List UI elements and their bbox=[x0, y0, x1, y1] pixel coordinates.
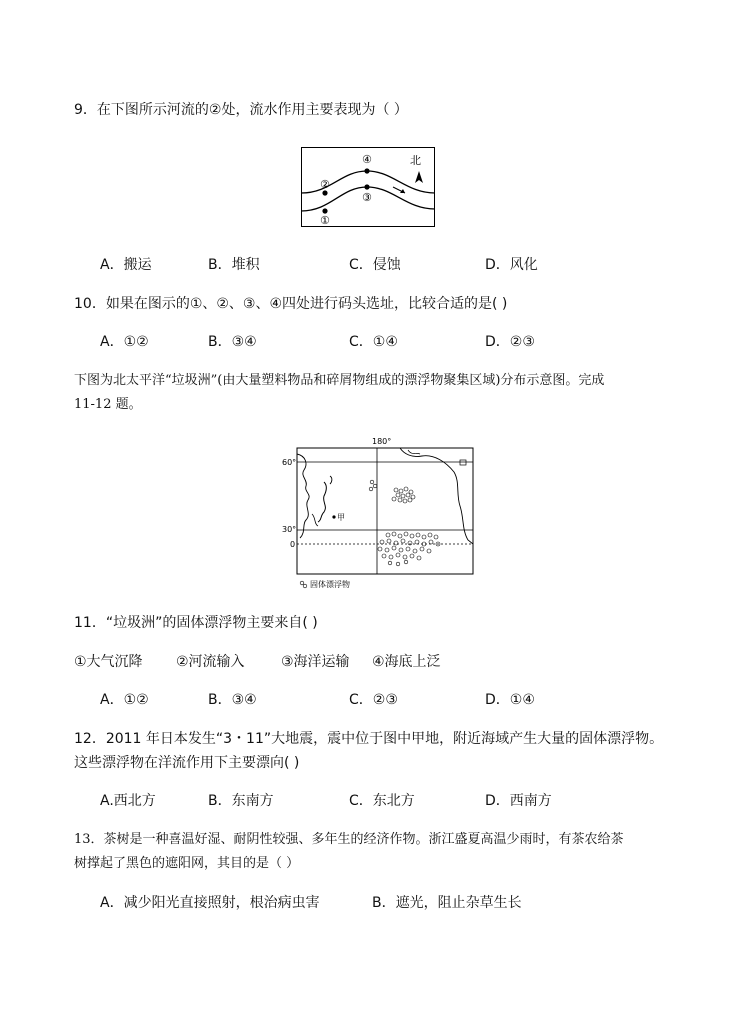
marker-1: ① bbox=[320, 214, 330, 227]
q13-stem-line-1: 13．茶树是一种喜温好湿、耐阴性较强、多年生的经济作物。浙江盛夏高温少雨时，有茶农给茶 bbox=[74, 832, 624, 847]
q12-option-b: B．东南方 bbox=[208, 793, 274, 809]
q13-stem-line-2: 树撑起了黑色的遮阳网，其目的是（ ） bbox=[74, 856, 300, 871]
legend-label: 固体漂浮物 bbox=[310, 580, 350, 589]
pacific-map bbox=[278, 434, 478, 594]
q12-option-d: D．西南方 bbox=[485, 793, 552, 809]
lat-label-0: 0 bbox=[290, 540, 296, 549]
location-jia bbox=[332, 515, 335, 518]
north-label: 北 bbox=[410, 154, 421, 167]
place-label-jia: 甲 bbox=[337, 513, 345, 522]
marker-3: ③ bbox=[362, 191, 372, 204]
q10-option-d: D．②③ bbox=[485, 334, 535, 350]
legend-debris-icon bbox=[300, 581, 304, 585]
lat-label-60: 60° bbox=[282, 458, 297, 467]
q11-choice-3: ③海洋运输 bbox=[281, 654, 350, 670]
marker-2: ② bbox=[320, 178, 330, 191]
q11-option-a: A．①② bbox=[100, 692, 149, 708]
lon-label-180: 180° bbox=[372, 437, 392, 446]
q13-option-a: A．减少阳光直接照射，根治病虫害 bbox=[100, 895, 320, 911]
intro-line-2: 11-12 题。 bbox=[74, 397, 142, 412]
q11-choice-1: ①大气沉降 bbox=[74, 654, 143, 670]
marker-4: ④ bbox=[362, 153, 372, 166]
q12-stem-line-1: 12．2011 年日本发生“3・11”大地震，震中位于图中甲地，附近海域产生大量的固体漂浮物。 bbox=[74, 731, 664, 747]
q12-option-a: A.西北方 bbox=[100, 793, 156, 809]
q9-option-d: D．风化 bbox=[485, 257, 538, 273]
q10-option-b: B．③④ bbox=[208, 334, 257, 350]
q9-option-c: C．侵蚀 bbox=[349, 257, 401, 273]
q11-option-d: D．①④ bbox=[485, 692, 535, 708]
q11-choice-4: ④海底上泛 bbox=[372, 654, 441, 670]
river-diagram bbox=[301, 147, 435, 227]
lat-label-30: 30° bbox=[282, 525, 297, 534]
q11-choice-2: ②河流输入 bbox=[176, 654, 245, 670]
q11-option-c: C．②③ bbox=[349, 692, 398, 708]
q9-option-b: B．堆积 bbox=[208, 257, 260, 273]
q11-stem: 11．“垃圾洲”的固体漂浮物主要来自( ) bbox=[74, 615, 318, 631]
q11-option-b: B．③④ bbox=[208, 692, 257, 708]
q10-stem: 10．如果在图示的①、②、③、④四处进行码头选址，比较合适的是( ) bbox=[74, 296, 508, 312]
q10-option-c: C．①④ bbox=[349, 334, 398, 350]
intro-line-1: 下图为北太平洋“垃圾洲”(由大量塑料物品和碎屑物组成的漂浮物聚集区域)分布示意图。完成 bbox=[74, 373, 605, 388]
q12-stem-line-2: 这些漂浮物在洋流作用下主要漂向( ) bbox=[74, 755, 300, 771]
q10-option-a: A．①② bbox=[100, 334, 149, 350]
q9-option-a: A．搬运 bbox=[100, 257, 152, 273]
q12-option-c: C．东北方 bbox=[349, 793, 415, 809]
q9-stem: 9．在下图所示河流的②处，流水作用主要表现为（ ） bbox=[74, 102, 408, 118]
q13-option-b: B．遮光，阻止杂草生长 bbox=[372, 895, 522, 911]
